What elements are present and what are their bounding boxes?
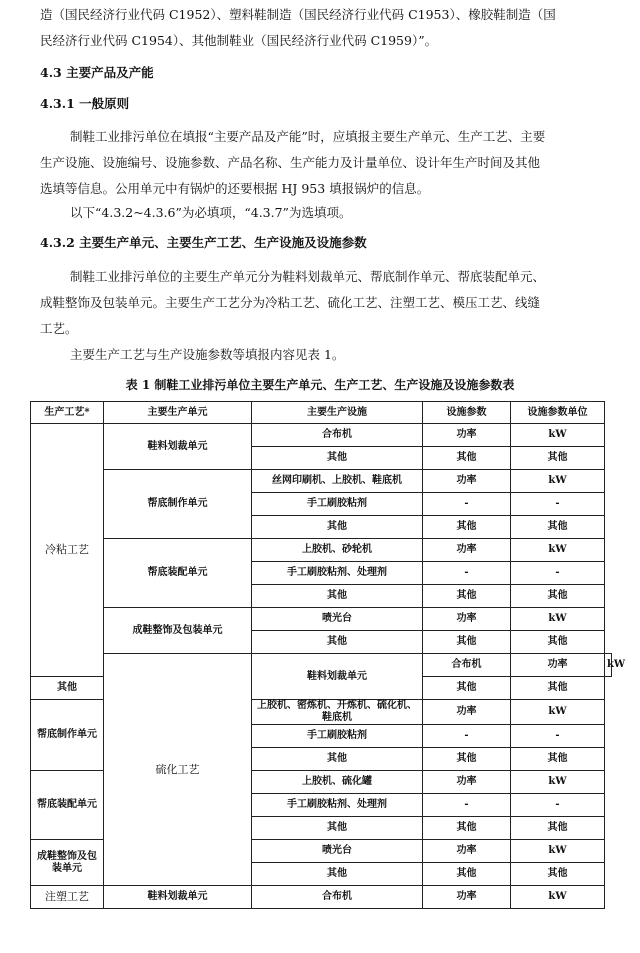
parameter-unit-cell: 其他 [511,447,605,470]
parameter-cell: 其他 [423,516,511,539]
process-cell: 注塑工艺 [31,886,104,909]
process-cell: 硫化工艺 [104,654,252,886]
parameter-unit-cell: 其他 [511,677,605,700]
paragraph-line: 造（国民经济行业代码 C1952）、塑料鞋制造（国民经济行业代码 C1953）、橡胶鞋制造（国 [40,7,556,22]
paragraph-line: 生产设施、设施编号、设施参数、产品名称、生产能力及计量单位、设计年生产时间及其他 [40,155,541,170]
header-facility: 主要生产设施 [252,402,423,424]
unit-cell: 帮底制作单元 [31,700,104,771]
parameter-cell: 功率 [511,654,605,677]
paragraph-line: 制鞋工业排污单位在填报“主要产品及产能”时，应填报主要生产单元、生产工艺、主要 [70,129,546,144]
parameter-cell: - [423,562,511,585]
facility-cell: 手工刷胶粘剂 [252,493,423,516]
facility-cell: 其他 [252,748,423,771]
facility-cell: 合布机 [252,886,423,909]
parameter-cell: 功率 [423,771,511,794]
parameter-unit-cell: kW [511,539,605,562]
parameter-cell: 其他 [423,585,511,608]
facility-cell: 上胶机、密炼机、开炼机、硫化机、鞋底机 [252,700,423,725]
facility-cell: 手工刷胶粘剂、处理剂 [252,794,423,817]
parameter-cell: 功率 [423,539,511,562]
table-header-row [31,402,612,424]
parameter-unit-cell: 其他 [511,516,605,539]
paragraph-line: 民经济行业代码 C1954）、其他制鞋业（国民经济行业代码 C1959）”。 [40,33,438,48]
parameter-cell: 其他 [423,817,511,840]
unit-cell: 帮底装配单元 [31,771,104,840]
parameter-unit-cell: kW [511,886,605,909]
section-heading-4-3-2: 4.3.2 主要生产单元、主要生产工艺、生产设施及设施参数 [40,235,367,250]
unit-cell: 成鞋整饰及包装单元 [31,840,104,886]
facility-cell: 手工刷胶粘剂、处理剂 [252,562,423,585]
parameter-unit-cell: 其他 [511,631,605,654]
header-unit: 主要生产单元 [104,402,252,424]
parameter-cell: 功率 [423,840,511,863]
parameter-unit-cell: 其他 [511,817,605,840]
parameter-unit-cell: - [511,493,605,516]
parameter-cell: 功率 [423,470,511,493]
facility-cell: 其他 [252,863,423,886]
parameter-unit-cell: - [511,794,605,817]
parameter-cell: 其他 [423,677,511,700]
parameter-unit-cell: kW [511,424,605,447]
facility-cell: 上胶机、砂轮机 [252,539,423,562]
parameter-cell: 其他 [423,863,511,886]
parameter-unit-cell: 其他 [511,863,605,886]
facility-cell: 喷光台 [252,608,423,631]
unit-cell: 鞋料划裁单元 [252,654,423,700]
facility-cell: 其他 [252,516,423,539]
facility-cell: 合布机 [423,654,511,677]
facility-cell: 其他 [31,677,104,700]
facility-cell: 丝网印刷机、上胶机、鞋底机 [252,470,423,493]
parameter-unit-cell: kW [511,771,605,794]
facility-cell: 其他 [252,817,423,840]
table-row [31,654,612,677]
parameter-cell: 其他 [423,748,511,771]
paragraph-line: 工艺。 [40,321,78,336]
parameter-cell: - [423,794,511,817]
parameter-unit-cell: - [511,562,605,585]
facility-cell: 其他 [252,447,423,470]
table-row [31,470,612,493]
facility-cell: 喷光台 [252,840,423,863]
paragraph-line: 以下“4.3.2~4.3.6”为必填项，“4.3.7”为选填项。 [70,205,352,220]
paragraph-line: 制鞋工业排污单位的主要生产单元分为鞋料划裁单元、帮底制作单元、帮底装配单元、 [70,269,546,284]
parameter-cell: 功率 [423,608,511,631]
parameter-unit-cell: kW [605,654,612,677]
table-caption: 表 1 制鞋工业排污单位主要生产单元、生产工艺、生产设施及设施参数表 [125,378,515,392]
header-parameter-unit: 设施参数单位 [511,402,605,424]
facility-cell: 合布机 [252,424,423,447]
table-row [31,886,612,909]
unit-cell: 鞋料划裁单元 [104,424,252,470]
table-row [31,608,612,631]
section-heading-4-3-1: 4.3.1 一般原则 [40,96,130,111]
parameter-unit-cell: 其他 [511,748,605,771]
parameter-unit-cell: kW [511,840,605,863]
facility-parameter-table [30,401,626,909]
header-parameter: 设施参数 [423,402,511,424]
unit-cell: 帮底装配单元 [104,539,252,608]
parameter-unit-cell: kW [511,700,605,725]
paragraph-line: 成鞋整饰及包装单元。主要生产工艺分为冷粘工艺、硫化工艺、注塑工艺、模压工艺、线缝 [40,295,541,310]
process-cell: 冷粘工艺 [31,424,104,677]
header-process: 生产工艺* [31,402,104,424]
parameter-cell: 功率 [423,424,511,447]
table-row [31,424,612,447]
unit-cell: 帮底制作单元 [104,470,252,539]
parameter-cell: 其他 [423,631,511,654]
section-heading-4-3: 4.3 主要产品及产能 [40,65,154,80]
parameter-cell: - [423,725,511,748]
paragraph-line: 主要生产工艺与生产设施参数等填报内容见表 1。 [70,347,345,362]
parameter-unit-cell: kW [511,608,605,631]
parameter-cell: - [423,493,511,516]
parameter-unit-cell: 其他 [511,585,605,608]
facility-cell: 上胶机、硫化罐 [252,771,423,794]
parameter-cell: 功率 [423,700,511,725]
unit-cell: 鞋料划裁单元 [104,886,252,909]
parameter-unit-cell: kW [511,470,605,493]
facility-cell: 其他 [252,631,423,654]
facility-cell: 其他 [252,585,423,608]
parameter-cell: 功率 [423,886,511,909]
parameter-unit-cell: - [511,725,605,748]
unit-cell: 成鞋整饰及包装单元 [104,608,252,654]
paragraph-line: 选填等信息。公用单元中有锅炉的还要根据 HJ 953 填报锅炉的信息。 [40,181,430,196]
table-row [31,539,612,562]
facility-cell: 手工刷胶粘剂 [252,725,423,748]
parameter-cell: 其他 [423,447,511,470]
